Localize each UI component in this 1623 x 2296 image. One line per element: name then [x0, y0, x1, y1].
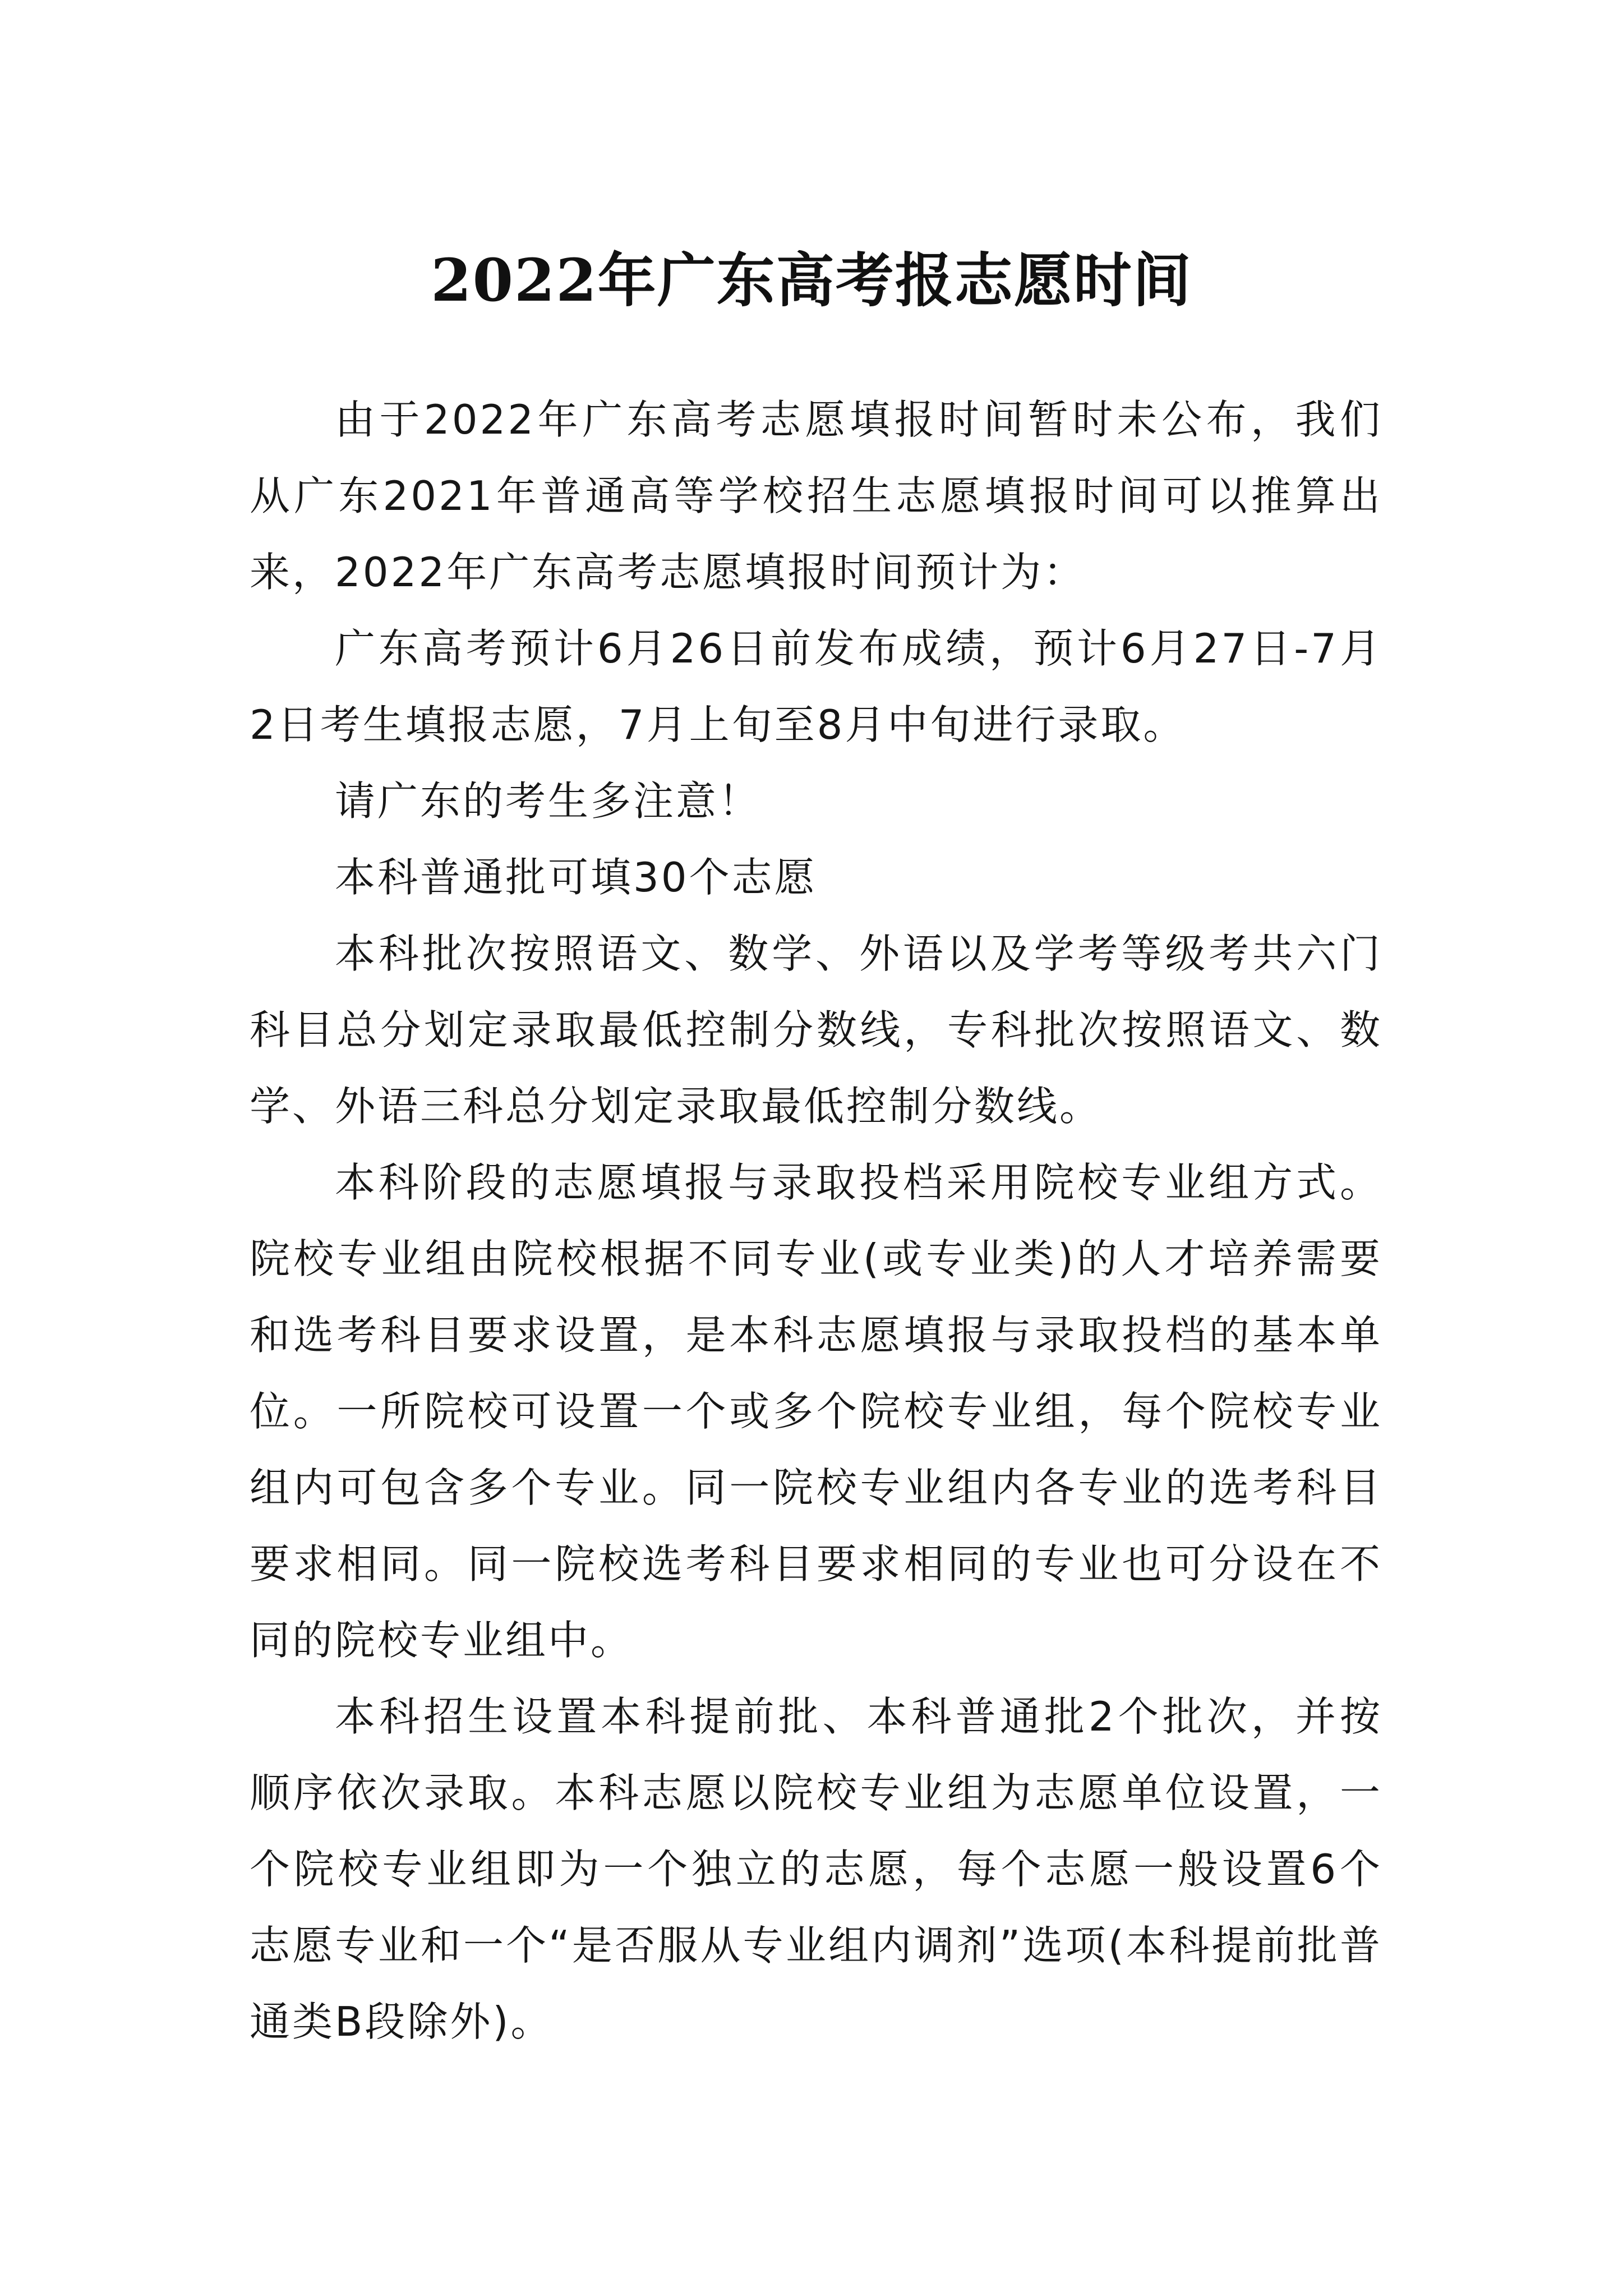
- paragraph-1: 由于2022年广东高考志愿填报时间暂时未公布，我们从广东2021年普通高等学校招生志愿填报时间可以推算出来，2022年广东高考志愿填报时间预计为：: [250, 396, 1382, 596]
- document-title: 2022年广东高考报志愿时间: [431, 245, 1192, 315]
- paragraph-3: 请广东的考生多注意！: [335, 777, 762, 825]
- paragraph-7: 本科招生设置本科提前批、本科普通批2个批次，并按顺序依次录取。本科志愿以院校专业组为志愿单位设置，一个院校专业组即为一个独立的志愿，每个志愿一般设置6个志愿专业和一个“是否服从专业组内调剂”选项(本科提前批普通类B段除外)。: [250, 1693, 1382, 2045]
- paragraph-6: 本科阶段的志愿填报与录取投档采用院校专业组方式。院校专业组由院校根据不同专业(或专业类)的人才培养需要和选考科目要求设置，是本科志愿填报与录取投档的基本单位。一所院校可设置一个或多个院校专业组，每个院校专业组内可包含多个专业。同一院校专业组内各专业的选考科目要求相同。同一院校选考科目要求相同的专业也可分设在不同的院校专业组中。: [250, 1159, 1382, 1664]
- paragraph-4: 本科普通批可填30个志愿: [335, 854, 817, 901]
- paragraph-5: 本科批次按照语文、数学、外语以及学考等级考共六门科目总分划定录取最低控制分数线，专科批次按照语文、数学、外语三科总分划定录取最低控制分数线。: [250, 930, 1382, 1130]
- document-body: [250, 381, 1382, 2060]
- paragraph-2: 广东高考预计6月26日前发布成绩，预计6月27日-7月2日考生填报志愿，7月上旬至8月中旬进行录取。: [250, 625, 1382, 748]
